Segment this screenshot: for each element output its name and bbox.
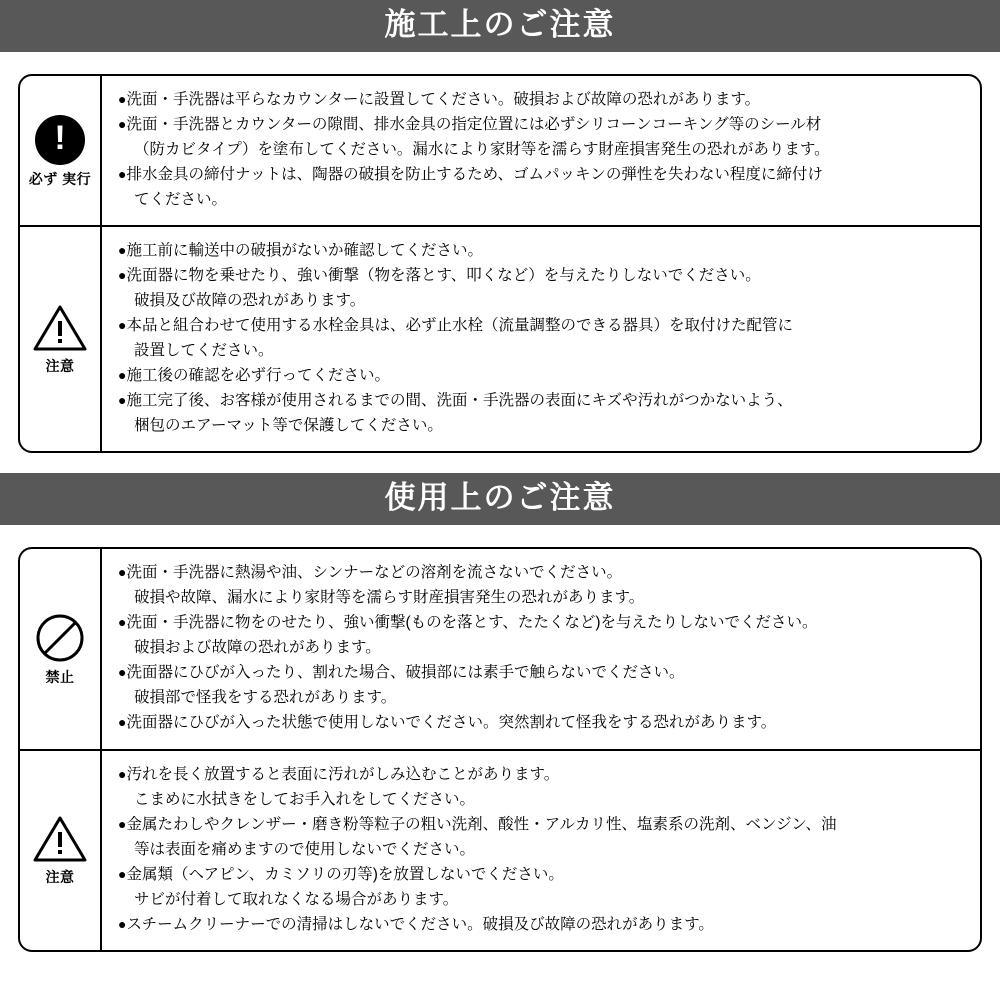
list-item: ●洗面器に物を乗せたり、強い衝撃（物を落とす、叩くなど）を与えたりしないでください。 [118, 267, 761, 285]
list-item-continuation: サビが付着して取れなくなる場合があります。 [134, 890, 459, 908]
icon-cell-caution-usage [20, 751, 102, 950]
bullet-icon: ● [118, 865, 127, 882]
notice-table-construction [18, 74, 982, 453]
list-item: ●本品と組合わせて使用する水栓金具は、必ず止水栓（流量調整のできる器具）を取付けた配管に [118, 317, 793, 335]
exclamation-circle-icon: ! [35, 115, 85, 165]
icon-label-must-do: 必ず 実行 [28, 170, 92, 187]
list-item: ●洗面・手洗器に熱湯や油、シンナーなどの溶剤を流さないでください。 [118, 564, 623, 582]
icon-label-prohibited: 禁止 [45, 668, 75, 685]
notice-text-caution-construction [102, 227, 980, 451]
notice-row-prohibited [20, 549, 980, 748]
list-item: ●施工完了後、お客様が使用されるまでの間、洗面・手洗器の表面にキズや汚れがつかないよう、 [118, 392, 793, 410]
notice-text-caution-usage [102, 751, 980, 950]
section-header-usage: 使用上のご注意 [0, 473, 1000, 525]
list-item-continuation: こまめに水拭きをしてお手入れをしてください。 [134, 790, 476, 808]
notice-row-caution-usage [20, 749, 980, 950]
notice-row-caution-construction [20, 225, 980, 451]
list-item-continuation: 破損および故障の恐れがあります。 [134, 639, 381, 657]
list-item: ●施工後の確認を必ず行ってください。 [118, 367, 390, 385]
bullet-icon: ● [118, 317, 127, 334]
list-item: ●汚れを長く放置すると表面に汚れがしみ込むことがあります。 [118, 765, 560, 783]
bullet-icon: ● [118, 815, 127, 832]
bullet-icon: ● [118, 367, 127, 384]
icon-cell-must-do [20, 76, 102, 225]
list-item-continuation: （防カビタイプ）を塗布してください。漏水により家財等を濡らす財産損害発生の恐れがあります。 [134, 141, 830, 159]
warning-triangle-icon [33, 304, 87, 352]
bullet-icon: ● [118, 392, 127, 409]
icon-label-caution: 注意 [45, 358, 75, 375]
list-item-continuation: 破損及び故障の恐れがあります。 [134, 292, 366, 310]
icon-cell-prohibited [20, 549, 102, 748]
bullet-icon: ● [118, 242, 127, 259]
list-item: ●スチームクリーナーでの清掃はしないでください。破損及び故障の恐れがあります。 [118, 915, 714, 933]
bullet-icon: ● [118, 664, 127, 681]
section-gap [0, 453, 1000, 473]
bullet-icon: ● [118, 91, 127, 108]
bullet-icon: ● [118, 765, 127, 782]
list-item-continuation: 梱包のエアーマット等で保護してください。 [134, 417, 443, 435]
notice-text-prohibited [102, 549, 980, 748]
list-item: ●排水金具の締付ナットは、陶器の破損を防止するため、ゴムパッキンの弾性を失わない程度に締付け [118, 166, 823, 184]
bullet-icon: ● [118, 915, 127, 932]
list-item: ●洗面・手洗器は平らなカウンターに設置してください。破損および故障の恐れがあります。 [118, 91, 761, 109]
list-item-continuation: 等は表面を痛めますので使用しないでください。 [134, 840, 476, 858]
bullet-icon: ● [118, 564, 127, 581]
warning-triangle-icon [33, 815, 87, 863]
prohibited-icon [35, 613, 85, 663]
bullet-icon: ● [118, 614, 127, 631]
bullet-icon: ● [118, 267, 127, 284]
list-item-continuation: 破損部で怪我をする恐れがあります。 [134, 689, 397, 707]
bullet-icon: ● [118, 116, 127, 133]
list-item: ●金属たわしやクレンザー・磨き粉等粒子の粗い洗剤、酸性・アルカリ性、塩素系の洗剤、ベンジン、油 [118, 815, 837, 833]
list-item: ●洗面・手洗器とカウンターの隙間、排水金具の指定位置には必ずシリコーンコーキング等のシール材 [118, 116, 822, 134]
bullet-icon: ● [118, 714, 127, 731]
notice-row-must-do [20, 76, 980, 225]
icon-label-caution-usage: 注意 [45, 869, 75, 885]
icon-cell-caution [20, 227, 102, 451]
list-item-continuation: 破損や故障、漏水により家財等を濡らす財産損害発生の恐れがあります。 [134, 589, 645, 607]
notice-table-usage [18, 547, 982, 951]
list-item: ●洗面器にひびが入った状態で使用しないでください。突然割れて怪我をする恐れがあります。 [118, 714, 777, 732]
list-item: ●施工前に輸送中の破損がないか確認してください。 [118, 242, 483, 260]
bullet-icon: ● [118, 166, 127, 183]
list-item-continuation: てください。 [134, 191, 228, 209]
list-item-continuation: 設置してください。 [134, 342, 274, 360]
section-header-construction: 施工上のご注意 [0, 0, 1000, 52]
list-item: ●洗面・手洗器に物をのせたり、強い衝撃(ものを落とす、たたくなど)を与えたりしないでください。 [118, 614, 818, 632]
list-item: ●洗面器にひびが入ったり、割れた場合、破損部には素手で触らないでください。 [118, 664, 685, 682]
notice-text-must-do [102, 76, 980, 225]
list-item: ●金属類（ヘアピン、カミソリの刃等)を放置しないでください。 [118, 865, 564, 883]
